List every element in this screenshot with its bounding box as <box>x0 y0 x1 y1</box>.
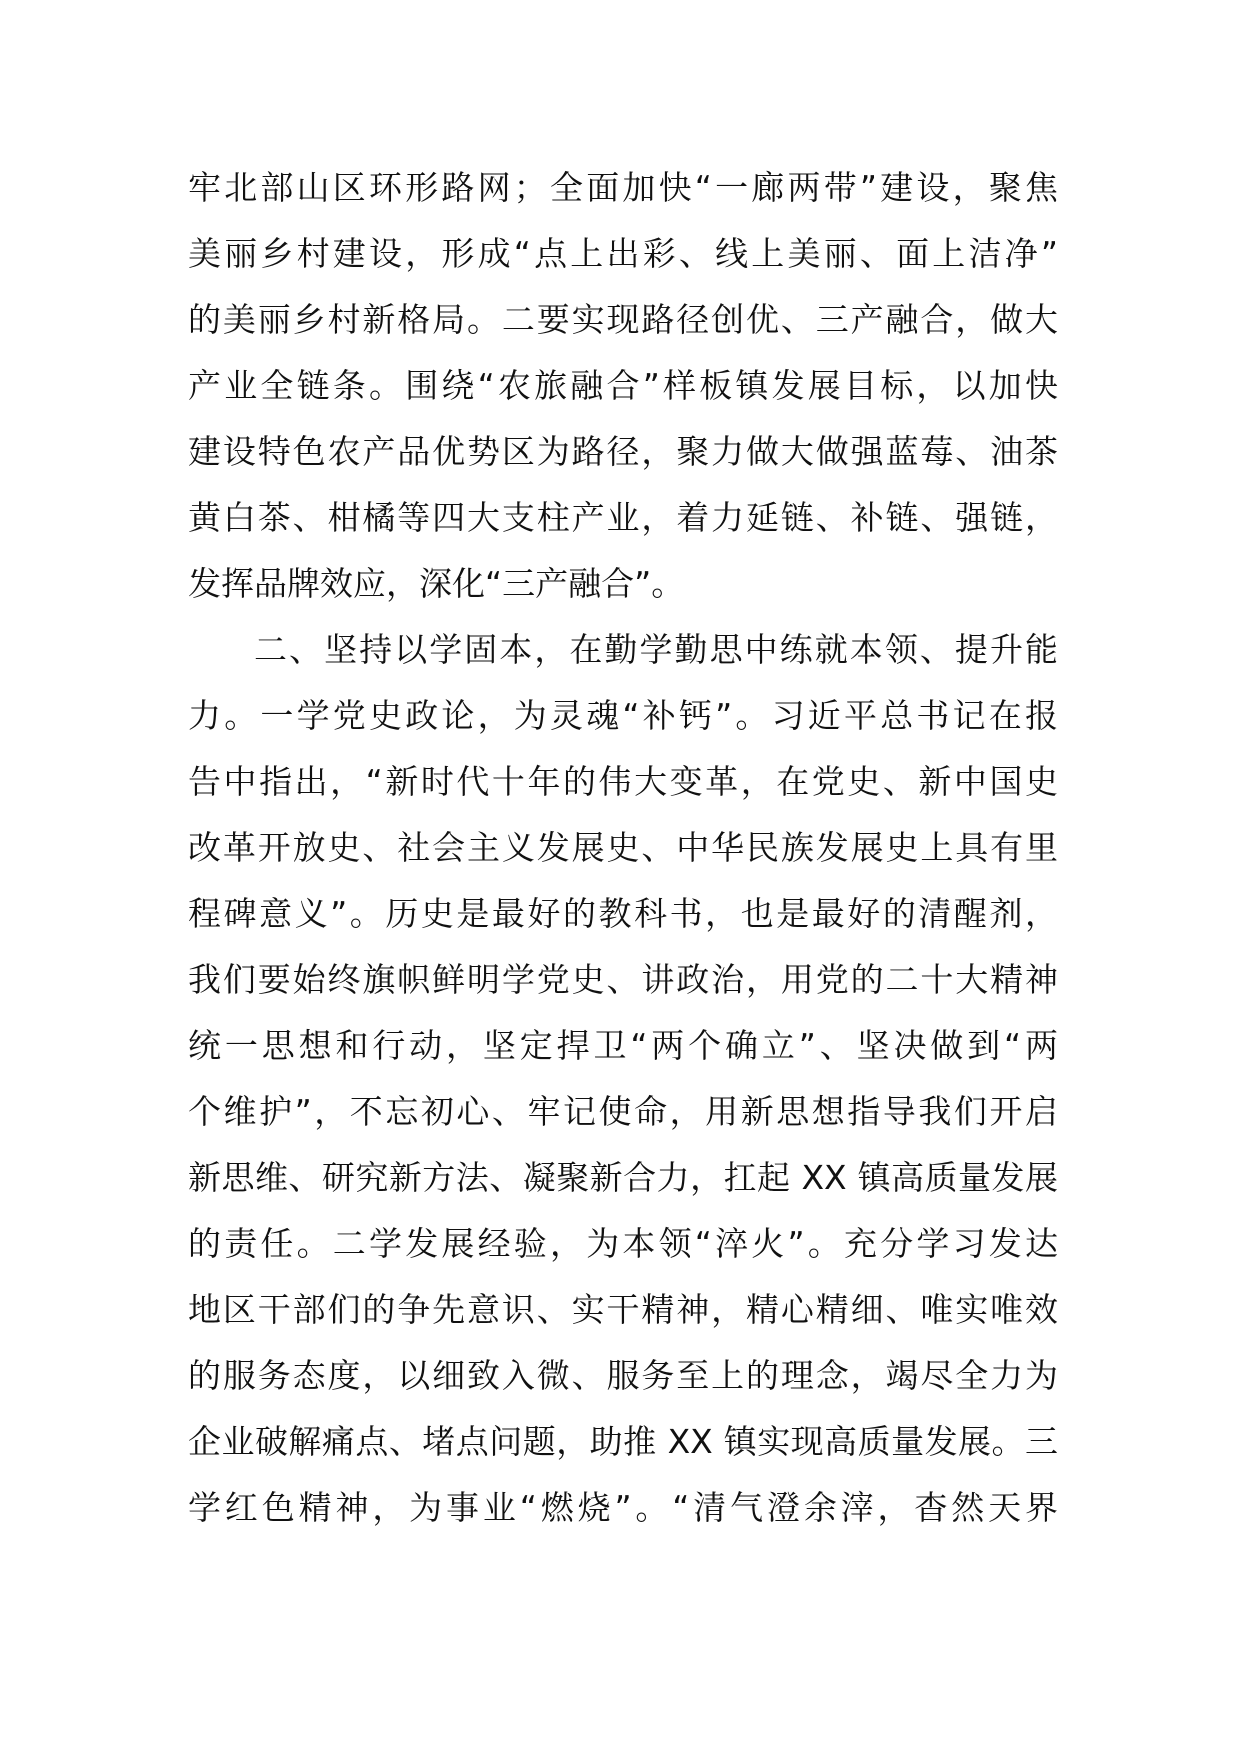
text-line-4: 产业全链条。围绕“农旅融合”样板镇发展目标，以加快 <box>188 366 1058 405</box>
text-line-11: 改革开放史、社会主义发展史、中华民族发展史上具有里 <box>188 828 1058 867</box>
text-line-10: 告中指出，“新时代十年的伟大变革，在党史、新中国史 <box>188 762 1058 801</box>
body-text <box>188 155 1058 1541</box>
text-line-2: 美丽乡村建设，形成“点上出彩、线上美丽、面上洁净” <box>188 234 1058 273</box>
text-line-12: 程碑意义”。历史是最好的教科书，也是最好的清醒剂， <box>188 894 1058 933</box>
section-heading-line: 二、坚持以学固本，在勤学勤思中练就本领、提升能 <box>254 630 1058 669</box>
text-line-5: 建设特色农产品优势区为路径，聚力做大做强蓝莓、油茶 <box>188 432 1058 471</box>
text-line-19: 的服务态度，以细致入微、服务至上的理念，竭尽全力为 <box>188 1356 1058 1395</box>
text-line-21: 学红色精神，为事业“燃烧”。“清气澄余滓，杳然天界 <box>188 1488 1058 1527</box>
text-line-18: 地区干部们的争先意识、实干精神，精心精细、唯实唯效 <box>188 1290 1058 1329</box>
text-line-14: 统一思想和行动，坚定捍卫“两个确立”、坚决做到“两 <box>188 1026 1058 1065</box>
text-line-9: 力。一学党史政论，为灵魂“补钙”。习近平总书记在报 <box>188 696 1058 735</box>
text-line-1: 牢北部山区环形路网；全面加快“一廊两带”建设，聚焦 <box>188 168 1058 207</box>
text-line-13: 我们要始终旗帜鲜明学党史、讲政治，用党的二十大精神 <box>188 960 1058 999</box>
text-line-20: 企业破解痛点、堵点问题，助推 XX 镇实现高质量发展。三 <box>188 1422 1058 1461</box>
text-line-6: 黄白茶、柑橘等四大支柱产业，着力延链、补链、强链， <box>188 498 1058 537</box>
text-line-7: 发挥品牌效应，深化“三产融合”。 <box>188 564 685 603</box>
text-line-16: 新思维、研究新方法、凝聚新合力，扛起 XX 镇高质量发展 <box>188 1158 1058 1197</box>
text-line-15: 个维护”，不忘初心、牢记使命，用新思想指导我们开启 <box>188 1092 1058 1131</box>
text-line-17: 的责任。二学发展经验，为本领“淬火”。充分学习发达 <box>188 1224 1058 1263</box>
text-line-3: 的美丽乡村新格局。二要实现路径创优、三产融合，做大 <box>188 300 1058 339</box>
